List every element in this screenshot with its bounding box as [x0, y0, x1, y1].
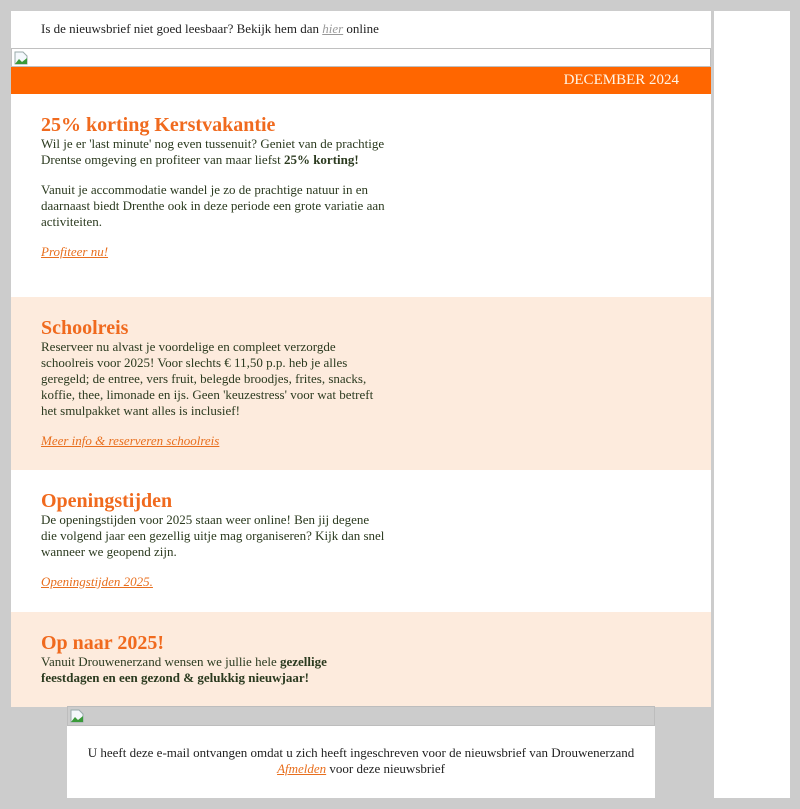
section-title: Openingstijden	[41, 490, 173, 512]
section-kerstvakantie	[11, 94, 711, 297]
view-online-suffix: online	[343, 21, 379, 36]
footer-line-1: U heeft deze e-mail ontvangen omdat u zich heeft ingeschreven voor de nieuwsbrief van Drouwenerzand	[87, 745, 635, 760]
section-text	[41, 136, 386, 168]
section-title: Schoolreis	[41, 317, 129, 339]
section-text-part: Vanuit Drouwenerzand wensen we jullie hele	[41, 654, 280, 669]
issue-date: DECEMBER 2024	[563, 72, 679, 88]
section-text-part: Wil je er 'last minute' nog even tussenuit? Geniet van de prachtige Drentse omgeving en profiteer van maar liefst	[41, 136, 385, 167]
section-text: Reserveer nu alvast je voordelige en compleet verzorgde schoolreis voor 2025! Voor slechts € 11,50 p.p. heb je alles geregeld; de entree, vers fruit, belegde broodjes, frites, snacks, koffie, thee, limonade en ijs. Geen 'keuzestress' voor wat betreft het smulpakket want alles is inclusief!	[41, 339, 374, 418]
footer-image	[67, 706, 655, 726]
footer-line-2-suffix: voor deze nieuwsbrief	[326, 761, 445, 776]
section-title: 25% korting Kerstvakantie	[41, 114, 276, 136]
section-text: De openingstijden voor 2025 staan weer online! Ben jij degene die volgend jaar een gezellig uitje mag organiseren? Kijk dan snel wanneer we geopend zijn.	[41, 512, 385, 559]
date-banner	[11, 67, 711, 94]
footer	[67, 706, 655, 798]
section-text-bold: gezellige feestdagen en een gezond & gelukkig nieuwjaar!	[41, 654, 327, 685]
view-online-link[interactable]: hier	[322, 21, 344, 36]
openingstijden-link[interactable]: Openingstijden 2025.	[41, 574, 153, 589]
section-text	[41, 654, 386, 686]
view-online-bar	[11, 11, 711, 48]
header-image	[11, 48, 711, 67]
view-online-prefix: Is de nieuwsbrief niet goed leesbaar? Bekijk hem dan	[41, 21, 323, 36]
newsletter-body	[11, 11, 711, 707]
section-title: Op naar 2025!	[41, 632, 164, 654]
section-text-bold: 25% korting!	[283, 152, 359, 167]
broken-image-icon	[14, 51, 28, 65]
schoolreis-link[interactable]: Meer info & reserveren schoolreis	[41, 433, 220, 448]
profiteer-link[interactable]: Profiteer nu!	[41, 244, 109, 259]
footer-text	[67, 726, 655, 798]
footer-line-2	[67, 761, 655, 777]
unsubscribe-link[interactable]: Afmelden	[277, 761, 327, 776]
section-openingstijden	[11, 470, 711, 612]
right-panel	[714, 11, 790, 798]
section-schoolreis	[11, 297, 711, 470]
broken-image-icon	[70, 709, 84, 723]
section-text-2: Vanuit je accommodatie wandel je zo de prachtige natuur in en daarnaast biedt Drenthe ook in deze periode een grote variatie aan activiteiten.	[41, 182, 385, 229]
section-nieuwjaar	[11, 612, 711, 707]
